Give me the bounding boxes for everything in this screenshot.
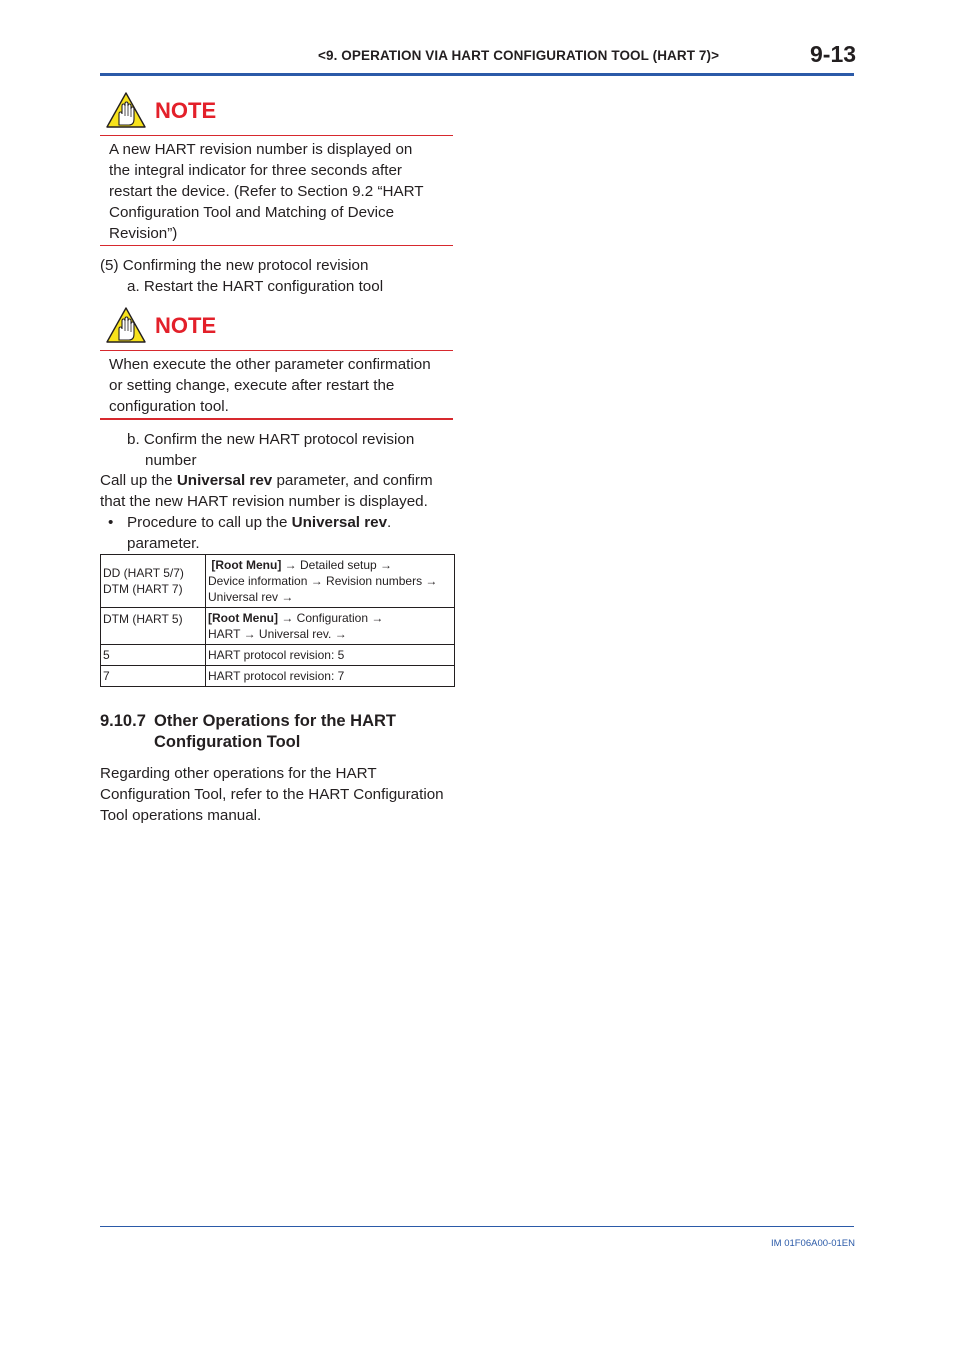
note-bottom-rule — [100, 418, 453, 420]
table-row — [101, 666, 455, 687]
step-item-b-cont: number — [145, 452, 197, 469]
note-top-rule — [100, 350, 453, 351]
header-rule — [100, 73, 854, 76]
section-number: 9.10.7 — [100, 712, 146, 730]
step-item-b: b. Confirm the new HART protocol revision — [127, 431, 415, 448]
section-body: Regarding other operations for the HART Configuration Tool, refer to the HART Configuration Tool operations manual. — [100, 765, 444, 824]
table-cell: 5 — [101, 645, 206, 666]
note-top-rule — [100, 135, 453, 136]
step-item-a: a. Restart the HART configuration tool — [127, 278, 384, 295]
table-row — [101, 555, 455, 608]
section-title: Other Operations for the HART Configuration Tool — [154, 712, 397, 751]
table-cell: DD (HART 5/7) DTM (HART 7) — [101, 555, 206, 608]
warning-hand-icon — [106, 92, 146, 128]
document-id: IM 01F06A00-01EN — [771, 1238, 855, 1249]
note-bottom-rule — [100, 245, 453, 246]
step-heading: (5) Confirming the new protocol revision — [100, 257, 369, 274]
note-text: A new HART revision number is displayed on the integral indicator for three seconds after restart the device. (Refer to Section 9.2 “HART Configuration Tool and Matching of Device Revision”) — [109, 141, 424, 242]
call-up-paragraph: Call up the Universal rev parameter, and confirm that the new HART revision number is displayed. — [100, 472, 433, 510]
note-text: When execute the other parameter confirmation or setting change, execute after restart the configuration tool. — [109, 356, 431, 415]
bullet-marker: • — [108, 514, 114, 531]
bullet-item: Procedure to call up the Universal rev. parameter. — [127, 514, 392, 552]
table-cell: HART protocol revision: 7 — [206, 666, 455, 687]
table-cell: HART protocol revision: 5 — [206, 645, 455, 666]
footer-rule — [100, 1226, 854, 1227]
table-row — [101, 608, 455, 645]
warning-hand-icon — [106, 307, 146, 343]
table-cell: [Root Menu] → Detailed setup → Device information → Revision numbers → Universal rev → — [206, 555, 455, 608]
note-label: NOTE — [155, 98, 217, 123]
chapter-title: <9. OPERATION VIA HART CONFIGURATION TOOL (HART 7)> — [318, 48, 720, 63]
page-number: 9-13 — [810, 41, 857, 67]
table-cell: [Root Menu] → Configuration → HART → Universal rev. → — [206, 608, 455, 645]
table-cell: DTM (HART 5) — [101, 608, 206, 645]
note-label: NOTE — [155, 313, 217, 338]
table-cell: 7 — [101, 666, 206, 687]
menu-path-table — [100, 554, 455, 687]
table-row — [101, 645, 455, 666]
